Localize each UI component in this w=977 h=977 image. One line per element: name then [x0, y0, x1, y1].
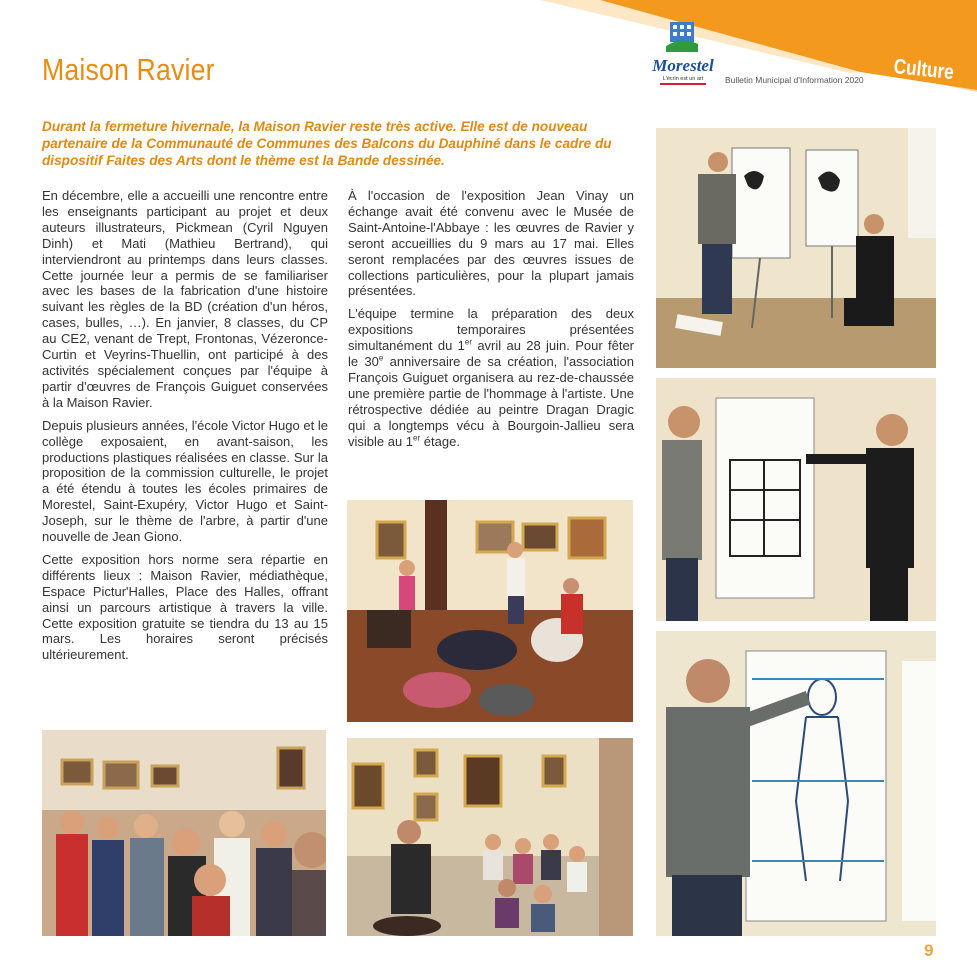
col2-text-a: L'équipe termine la préparation des deux expositions temporaires présentées simultanément du 1: [348, 306, 634, 354]
col2-paragraph-2: [348, 306, 634, 449]
col2-paragraph-1: À l'occasion de l'exposition Jean Vinay un échange avait été convenu avec le Musée de Saint-Antoine-l'Abbaye : les œuvres de Ravier y seront accueillies du 9 mars au 17 mai. Elles seront remplacées par des œuvres issues de collections particulières, pour la plupart jamais présentées.: [348, 188, 634, 299]
col1-paragraph-3: Cette exposition hors norme sera répartie en différents lieux : Maison Ravier, médiathèque, Espace Pictur'Halles, Place des Halles, offrant ainsi un parcours artistique à travers la ville. Cette exposition gratuite se tiendra du 13 au 15 mars. Les horaires seront précisés ultérieurement.: [42, 551, 328, 663]
photo-children-gallery: [42, 730, 326, 936]
logo-wordmark: Morestel: [652, 56, 714, 75]
col1-paragraph-2: Depuis plusieurs années, l'école Victor Hugo et le collège exposaient, en avant-saison, les productions plastiques réalisées en classe. Sur la proposition de la commission culturelle, le projet a été étendu à toutes les écoles primaires de Morestel, Saint-Exupéry, Victor Hugo et Saint-Joseph, sur le thème de l'arbre, à partir d'une nouvelle de Jean Giono.: [42, 417, 328, 545]
col2-sup-3: er: [413, 433, 421, 443]
section-label: Culture: [892, 55, 955, 85]
page-number: 9: [924, 941, 934, 960]
morestel-logo: [648, 20, 718, 88]
bulletin-label: Bulletin Municipal d'Information 2020: [725, 75, 864, 85]
photo-kids-floor-activity: [347, 500, 633, 722]
col2-sup-1: er: [464, 337, 472, 347]
column-1: [42, 188, 328, 670]
photo-artist-drawing-figure: [656, 631, 936, 936]
photo-group-seated: [347, 738, 633, 936]
page-title: Maison Ravier: [42, 52, 215, 87]
intro-paragraph: Durant la fermeture hivernale, la Maison Ravier reste très active. Elle est de nouveau partenaire de la Communauté de Communes des Balcons du Dauphiné dans le cadre du dispositif Faites des Arts dont le thème est la Bande dessinée.: [42, 119, 612, 168]
column-2: [348, 188, 634, 457]
col2-sup-2: e: [378, 353, 384, 363]
logo-underline: [660, 83, 706, 85]
col2-text-d: étage.: [420, 433, 460, 449]
col2-text-c: anniversaire de sa création, l'association François Guiguet organisera au rez-de-chaussée une première partie de l'hommage à l'artiste. Une rétrospective dédiée au peintre Dragan Dragic qui a longtemps vécu à Bourgoin-Jallieu sera visible au 1: [348, 354, 634, 449]
col2-text-b: avril au 28 juin. Pour fêter le 30: [348, 338, 635, 370]
photo-artists-storyboard: [656, 378, 936, 621]
photo-illustrators-easels: [656, 128, 936, 368]
town-crest-icon: [666, 20, 698, 52]
col1-paragraph-1: En décembre, elle a accueilli une rencontre entre les enseignants participant au projet et deux auteurs illustrateurs, Pickmean (Cyril Nguyen Dinh) et Mati (Mathieu Bertrand), qui interviendront au printemps dans leurs classes. Cette journée leur a permis de se familiariser avec les bases de la fabrication d'une histoire suivant les règles de la BD (création d'un héros, cases, bulles, …). En janvier, 8 classes, du CP au CE2, venant de Trept, Frontonas, Vézeronce-Curtin et Veyrins-Thuellin, ont participé à des activités spécialement conçues par l'équipe à partir d'œuvres de François Guiguet conservées à la Maison Ravier.: [42, 188, 328, 410]
logo-tagline: L'écrin est un art: [662, 76, 704, 82]
